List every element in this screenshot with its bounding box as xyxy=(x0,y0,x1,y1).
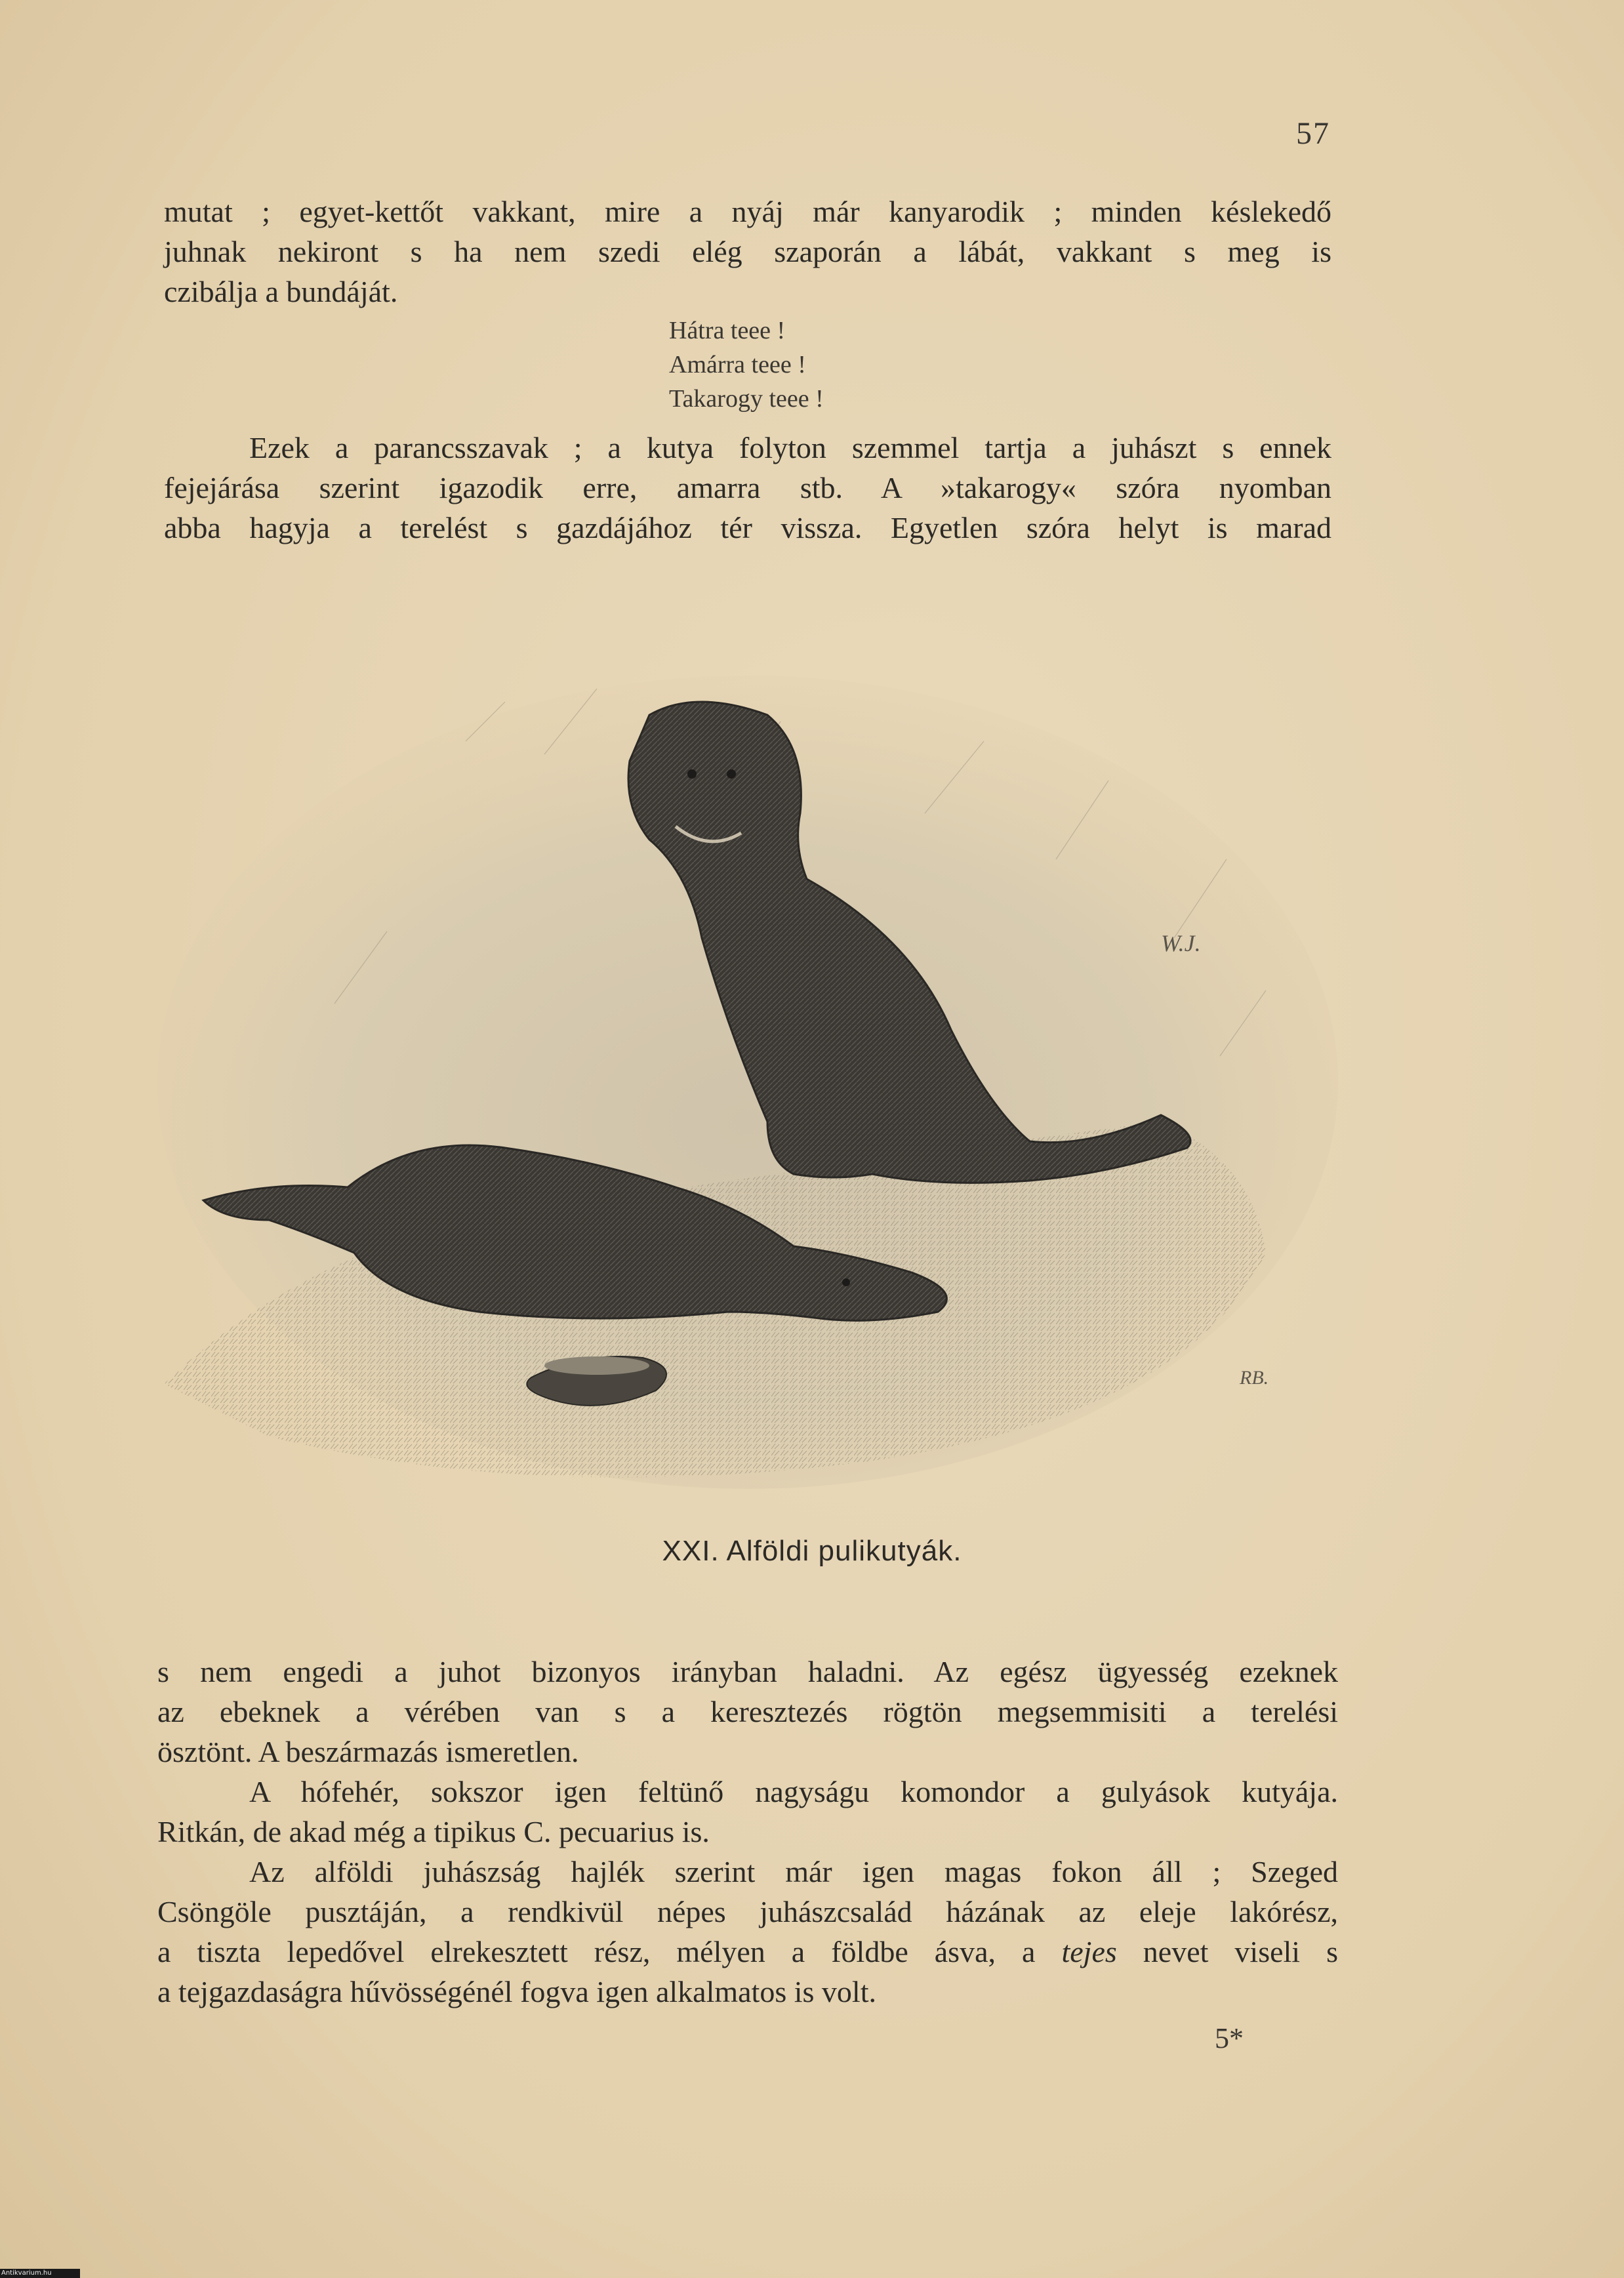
command-line: Amárra teee ! xyxy=(669,351,806,378)
artist-signature-right: W.J. xyxy=(1161,930,1201,956)
text-line: Ritkán, de akad még a tipikus C. pecuarius is. xyxy=(157,1815,710,1848)
command-words xyxy=(669,314,824,416)
text-line: A hófehér, sokszor igen feltünő nagyságu komondor a gulyások kutyája. xyxy=(249,1775,1338,1808)
paragraph-3 xyxy=(157,1652,1338,2012)
text-line: a tejgazdaságra hűvösségénél fogva igen alkalmatos is volt. xyxy=(157,1975,876,2008)
text-line: abba hagyja a terelést s gazdájához tér vissza. Egyetlen szóra helyt is marad xyxy=(164,511,1331,544)
text-line: Ezek a parancsszavak ; a kutya folyton szemmel tartja a juhászt s ennek xyxy=(249,431,1331,464)
command-line: Hátra teee ! xyxy=(669,317,786,344)
puli-dogs-illustration xyxy=(138,662,1358,1509)
text-line: juhnak nekiront s ha nem szedi elég szaporán a lábát, vakkant s meg is xyxy=(164,235,1331,268)
source-watermark: Antikvarium.hu xyxy=(0,2269,80,2278)
printer-signature-mark: 5* xyxy=(1215,2022,1244,2054)
text-line xyxy=(157,1932,1338,1972)
text-line: ösztönt. A beszármazás ismeretlen. xyxy=(157,1735,579,1768)
text-line: fejejárása szerint igazodik erre, amarra stb. A »takarogy« szóra nyomban xyxy=(164,471,1331,504)
paragraph-1 xyxy=(164,192,1331,312)
text-line: mutat ; egyet-kettőt vakkant, mire a nyáj már kanyarodik ; minden késlekedő xyxy=(164,195,1331,228)
text-segment: a tiszta lepedővel elrekesztett rész, mélyen a földbe ásva, a xyxy=(157,1935,1062,1968)
paragraph-2 xyxy=(164,428,1331,548)
text-line: czibálja a bundáját. xyxy=(164,275,398,308)
text-line: s nem engedi a juhot bizonyos irányban haladni. Az egész ügyesség ezeknek xyxy=(157,1655,1338,1688)
text-line: az ebeknek a vérében van s a keresztezés rögtön megsemmisiti a terelési xyxy=(157,1695,1338,1728)
figure-caption: XXI. Alföldi pulikutyák. xyxy=(662,1535,962,1567)
text-line: Csöngöle pusztáján, a rendkivül népes juhászcsalád házának az eleje lakórész, xyxy=(157,1895,1338,1928)
text-line: Az alföldi juhászság hajlék szerint már igen magas fokon áll ; Szeged xyxy=(249,1855,1338,1888)
italic-word: tejes xyxy=(1061,1935,1117,1968)
page-number: 57 xyxy=(1296,116,1330,151)
command-line: Takarogy teee ! xyxy=(669,385,824,413)
text-segment: nevet viseli s xyxy=(1116,1935,1338,1968)
artist-signature-bottom: RB. xyxy=(1240,1367,1269,1389)
